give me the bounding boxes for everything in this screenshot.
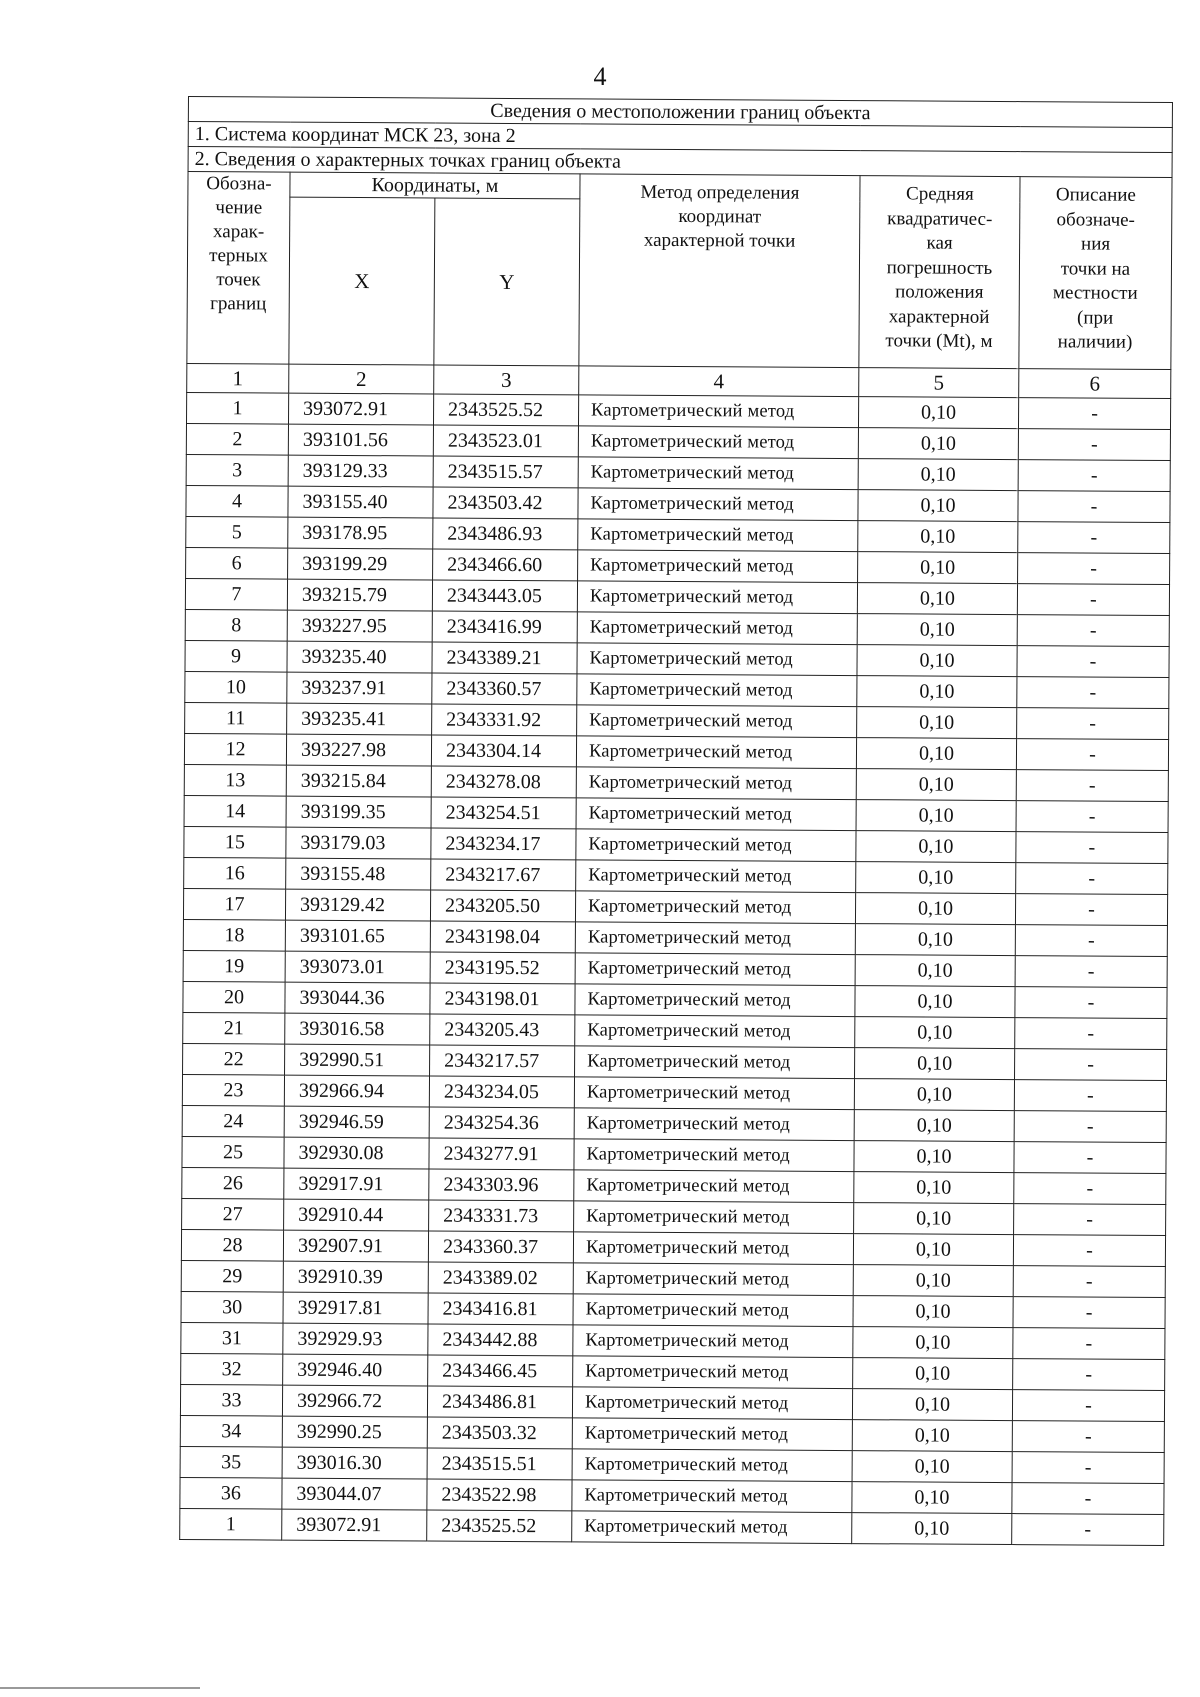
y-coordinate-cell: 2343195.52 — [430, 952, 575, 984]
y-coordinate-cell: 2343234.17 — [431, 828, 576, 860]
description-cell: - — [1016, 770, 1168, 802]
method-cell: Картометрический метод — [574, 1108, 854, 1141]
accuracy-cell: 0,10 — [854, 1079, 1014, 1111]
description-cell: - — [1018, 460, 1170, 492]
accuracy-cell: 0,10 — [857, 614, 1017, 646]
accuracy-cell: 0,10 — [855, 893, 1015, 925]
y-coordinate-cell: 2343389.21 — [432, 642, 577, 674]
description-cell: - — [1013, 1297, 1165, 1329]
column-number: 2 — [289, 364, 434, 394]
description-cell: - — [1015, 1049, 1167, 1081]
x-coordinate-cell: 393129.42 — [285, 889, 430, 921]
accuracy-cell: 0,10 — [856, 738, 1016, 770]
point-id-cell: 19 — [183, 950, 285, 982]
y-coordinate-cell: 2343515.51 — [427, 1448, 572, 1480]
description-cell: - — [1016, 739, 1168, 771]
point-id-cell: 1 — [180, 1508, 282, 1540]
x-coordinate-cell: 393237.91 — [287, 672, 432, 704]
header-method: Метод определения координат характерной точки — [579, 174, 860, 368]
accuracy-cell: 0,10 — [858, 521, 1018, 553]
x-coordinate-cell: 392929.93 — [283, 1323, 428, 1355]
x-coordinate-cell: 393178.95 — [288, 517, 433, 549]
description-cell: - — [1016, 801, 1168, 833]
accuracy-cell: 0,10 — [856, 862, 1016, 894]
description-cell: - — [1016, 832, 1168, 864]
x-coordinate-cell: 393179.03 — [286, 827, 431, 859]
accuracy-cell: 0,10 — [858, 552, 1018, 584]
description-cell: - — [1018, 491, 1170, 523]
accuracy-cell: 0,10 — [854, 1141, 1014, 1173]
method-cell: Картометрический метод — [577, 581, 857, 614]
method-cell: Картометрический метод — [574, 1139, 854, 1172]
x-coordinate-cell: 393215.79 — [287, 579, 432, 611]
x-coordinate-cell: 392910.44 — [284, 1199, 429, 1231]
point-id-cell: 17 — [183, 888, 285, 920]
accuracy-cell: 0,10 — [852, 1420, 1012, 1452]
point-id-cell: 1 — [186, 392, 288, 424]
x-coordinate-cell: 393101.65 — [285, 920, 430, 952]
method-cell: Картометрический метод — [576, 736, 856, 769]
column-number: 4 — [579, 366, 859, 397]
description-cell: - — [1013, 1328, 1165, 1360]
point-id-cell: 16 — [184, 857, 286, 889]
point-id-cell: 33 — [180, 1384, 282, 1416]
header-coordinates: Координаты, м — [290, 172, 580, 199]
accuracy-cell: 0,10 — [856, 831, 1016, 863]
description-cell: - — [1013, 1266, 1165, 1298]
accuracy-cell: 0,10 — [852, 1513, 1012, 1545]
x-coordinate-cell: 392930.08 — [284, 1137, 429, 1169]
point-id-cell: 4 — [186, 485, 288, 517]
method-cell: Картометрический метод — [576, 829, 856, 862]
point-id-cell: 12 — [184, 733, 286, 765]
point-id-cell: 7 — [185, 578, 287, 610]
accuracy-cell: 0,10 — [855, 1048, 1015, 1080]
description-cell: - — [1014, 1204, 1166, 1236]
y-coordinate-cell: 2343522.98 — [427, 1479, 572, 1511]
point-id-cell: 20 — [183, 981, 285, 1013]
point-id-cell: 10 — [185, 671, 287, 703]
method-cell: Картометрический метод — [577, 705, 857, 738]
x-coordinate-cell: 392966.94 — [284, 1075, 429, 1107]
method-cell: Картометрический метод — [574, 1077, 854, 1110]
x-coordinate-cell: 393016.30 — [282, 1447, 427, 1479]
accuracy-cell: 0,10 — [855, 1017, 1015, 1049]
method-cell: Картометрический метод — [577, 674, 857, 707]
x-coordinate-cell: 393215.84 — [286, 765, 431, 797]
method-cell: Картометрический метод — [572, 1387, 852, 1420]
section-title: 2. Сведения о характерных точках границ объекта — [188, 147, 1172, 178]
point-id-cell: 21 — [183, 1012, 285, 1044]
y-coordinate-cell: 2343466.45 — [428, 1355, 573, 1387]
description-cell: - — [1017, 646, 1169, 678]
column-number: 5 — [859, 368, 1019, 398]
description-cell: - — [1013, 1359, 1165, 1391]
y-coordinate-cell: 2343198.04 — [430, 921, 575, 953]
accuracy-cell: 0,10 — [857, 707, 1017, 739]
x-coordinate-cell: 393101.56 — [288, 424, 433, 456]
table-title: Сведения о местоположении границ объекта — [188, 97, 1172, 128]
method-cell: Картометрический метод — [575, 922, 855, 955]
y-coordinate-cell: 2343360.37 — [428, 1231, 573, 1263]
accuracy-cell: 0,10 — [856, 800, 1016, 832]
description-cell: - — [1014, 1173, 1166, 1205]
description-cell: - — [1012, 1452, 1164, 1484]
method-cell: Картометрический метод — [576, 767, 856, 800]
point-id-cell: 14 — [184, 795, 286, 827]
description-cell: - — [1012, 1421, 1164, 1453]
y-coordinate-cell: 2343331.92 — [432, 704, 577, 736]
method-cell: Картометрический метод — [578, 395, 858, 428]
method-cell: Картометрический метод — [577, 612, 857, 645]
accuracy-cell: 0,10 — [853, 1296, 1013, 1328]
method-cell: Картометрический метод — [573, 1356, 853, 1389]
description-cell: - — [1017, 708, 1169, 740]
y-coordinate-cell: 2343486.81 — [427, 1386, 572, 1418]
accuracy-cell: 0,10 — [854, 1110, 1014, 1142]
description-cell: - — [1018, 429, 1170, 461]
point-id-cell: 9 — [185, 640, 287, 672]
y-coordinate-cell: 2343217.57 — [430, 1045, 575, 1077]
accuracy-cell: 0,10 — [852, 1451, 1012, 1483]
description-cell: - — [1018, 398, 1170, 430]
point-id-cell: 13 — [184, 764, 286, 796]
description-cell: - — [1014, 1142, 1166, 1174]
accuracy-cell: 0,10 — [853, 1265, 1013, 1297]
point-id-cell: 24 — [182, 1105, 284, 1137]
y-coordinate-cell: 2343254.51 — [431, 797, 576, 829]
table-row — [180, 1508, 1164, 1545]
point-id-cell: 31 — [181, 1322, 283, 1354]
point-id-cell: 32 — [181, 1353, 283, 1385]
description-cell: - — [1012, 1483, 1164, 1515]
description-cell: - — [1014, 1080, 1166, 1112]
y-coordinate-cell: 2343515.57 — [433, 456, 578, 488]
method-cell: Картометрический метод — [575, 984, 855, 1017]
point-id-cell: 23 — [182, 1074, 284, 1106]
x-coordinate-cell: 393155.40 — [288, 486, 433, 518]
y-coordinate-cell: 2343254.36 — [429, 1107, 574, 1139]
y-coordinate-cell: 2343486.93 — [433, 518, 578, 550]
boundary-points-table — [179, 96, 1173, 1546]
description-cell: - — [1013, 1235, 1165, 1267]
y-coordinate-cell: 2343525.52 — [427, 1510, 572, 1542]
x-coordinate-cell: 393199.35 — [286, 796, 431, 828]
accuracy-cell: 0,10 — [852, 1389, 1012, 1421]
x-coordinate-cell: 392917.91 — [284, 1168, 429, 1200]
y-coordinate-cell: 2343443.05 — [432, 580, 577, 612]
page-number: 4 — [593, 62, 607, 91]
y-coordinate-cell: 2343389.02 — [428, 1262, 573, 1294]
y-coordinate-cell: 2343523.01 — [433, 425, 578, 457]
x-coordinate-cell: 393044.36 — [285, 982, 430, 1014]
method-cell: Картометрический метод — [573, 1325, 853, 1358]
x-coordinate-cell: 392917.81 — [283, 1292, 428, 1324]
y-coordinate-cell: 2343205.50 — [430, 890, 575, 922]
x-coordinate-cell: 393227.95 — [287, 610, 432, 642]
point-id-cell: 18 — [183, 919, 285, 951]
method-cell: Картометрический метод — [578, 519, 858, 552]
description-cell: - — [1017, 584, 1169, 616]
method-cell: Картометрический метод — [576, 798, 856, 831]
description-cell: - — [1015, 1018, 1167, 1050]
description-cell: - — [1015, 894, 1167, 926]
point-id-cell: 27 — [182, 1198, 284, 1230]
x-coordinate-cell: 393072.91 — [282, 1509, 427, 1541]
point-id-cell: 6 — [186, 547, 288, 579]
coordinate-system: 1. Система координат МСК 23, зона 2 — [188, 122, 1172, 153]
accuracy-cell: 0,10 — [857, 676, 1017, 708]
header-point: Обозна- чение харак- терных точек границ — [187, 172, 290, 365]
method-cell: Картометрический метод — [572, 1480, 852, 1513]
description-cell: - — [1015, 956, 1167, 988]
point-id-cell: 3 — [186, 454, 288, 486]
method-cell: Картометрический метод — [578, 426, 858, 459]
accuracy-cell: 0,10 — [855, 986, 1015, 1018]
y-coordinate-cell: 2343416.99 — [432, 611, 577, 643]
point-id-cell: 22 — [183, 1043, 285, 1075]
description-cell: - — [1015, 987, 1167, 1019]
method-cell: Картометрический метод — [578, 488, 858, 521]
accuracy-cell: 0,10 — [855, 955, 1015, 987]
method-cell: Картометрический метод — [574, 1170, 854, 1203]
x-coordinate-cell: 393227.98 — [286, 734, 431, 766]
point-id-cell: 25 — [182, 1136, 284, 1168]
description-cell: - — [1015, 925, 1167, 957]
header-y: Y — [434, 198, 580, 366]
accuracy-cell: 0,10 — [856, 769, 1016, 801]
y-coordinate-cell: 2343205.43 — [430, 1014, 575, 1046]
header-accuracy: Средняя квадратичес- кая погрешность положения характерной точки (Mt), м — [859, 176, 1020, 369]
y-coordinate-cell: 2343303.96 — [429, 1169, 574, 1201]
header-x: X — [289, 197, 435, 365]
accuracy-cell: 0,10 — [854, 1203, 1014, 1235]
point-id-cell: 26 — [182, 1167, 284, 1199]
x-coordinate-cell: 392910.39 — [283, 1261, 428, 1293]
x-coordinate-cell: 393129.33 — [288, 455, 433, 487]
description-cell: - — [1018, 553, 1170, 585]
point-id-cell: 34 — [180, 1415, 282, 1447]
point-id-cell: 11 — [185, 702, 287, 734]
y-coordinate-cell: 2343278.08 — [431, 766, 576, 798]
description-cell: - — [1017, 677, 1169, 709]
x-coordinate-cell: 393016.58 — [285, 1013, 430, 1045]
accuracy-cell: 0,10 — [853, 1358, 1013, 1390]
y-coordinate-cell: 2343503.42 — [433, 487, 578, 519]
method-cell: Картометрический метод — [573, 1232, 853, 1265]
y-coordinate-cell: 2343525.52 — [433, 394, 578, 426]
x-coordinate-cell: 393073.01 — [285, 951, 430, 983]
accuracy-cell: 0,10 — [853, 1327, 1013, 1359]
method-cell: Картометрический метод — [575, 953, 855, 986]
point-id-cell: 30 — [181, 1291, 283, 1323]
method-cell: Картометрический метод — [577, 643, 857, 676]
accuracy-cell: 0,10 — [858, 397, 1018, 429]
column-number: 6 — [1019, 369, 1171, 399]
x-coordinate-cell: 393044.07 — [282, 1478, 427, 1510]
point-id-cell: 15 — [184, 826, 286, 858]
accuracy-cell: 0,10 — [858, 428, 1018, 460]
point-id-cell: 5 — [186, 516, 288, 548]
accuracy-cell: 0,10 — [855, 924, 1015, 956]
header-description: Описание обозначе- ния точки на местности (при наличии) — [1019, 177, 1172, 370]
point-id-cell: 2 — [186, 423, 288, 455]
y-coordinate-cell: 2343331.73 — [429, 1200, 574, 1232]
method-cell: Картометрический метод — [572, 1449, 852, 1482]
point-id-cell: 35 — [180, 1446, 282, 1478]
accuracy-cell: 0,10 — [858, 490, 1018, 522]
x-coordinate-cell: 392990.25 — [282, 1416, 427, 1448]
x-coordinate-cell: 392946.40 — [283, 1354, 428, 1386]
y-coordinate-cell: 2343277.91 — [429, 1138, 574, 1170]
y-coordinate-cell: 2343466.60 — [433, 549, 578, 581]
description-cell: - — [1014, 1111, 1166, 1143]
column-number: 3 — [434, 365, 579, 395]
x-coordinate-cell: 392966.72 — [282, 1385, 427, 1417]
accuracy-cell: 0,10 — [853, 1234, 1013, 1266]
x-coordinate-cell: 393235.41 — [287, 703, 432, 735]
point-id-cell: 29 — [181, 1260, 283, 1292]
x-coordinate-cell: 392990.51 — [285, 1044, 430, 1076]
method-cell: Картометрический метод — [573, 1263, 853, 1296]
y-coordinate-cell: 2343217.67 — [431, 859, 576, 891]
description-cell: - — [1017, 615, 1169, 647]
accuracy-cell: 0,10 — [857, 645, 1017, 677]
method-cell: Картометрический метод — [578, 550, 858, 583]
y-coordinate-cell: 2343198.01 — [430, 983, 575, 1015]
column-number: 1 — [187, 363, 289, 393]
method-cell: Картометрический метод — [575, 1015, 855, 1048]
description-cell: - — [1016, 863, 1168, 895]
x-coordinate-cell: 392907.91 — [283, 1230, 428, 1262]
description-cell: - — [1018, 522, 1170, 554]
y-coordinate-cell: 2343360.57 — [432, 673, 577, 705]
scan-edge-line — [0, 1687, 200, 1689]
point-id-cell: 28 — [181, 1229, 283, 1261]
point-id-cell: 36 — [180, 1477, 282, 1509]
x-coordinate-cell: 393235.40 — [287, 641, 432, 673]
y-coordinate-cell: 2343442.88 — [428, 1324, 573, 1356]
method-cell: Картометрический метод — [576, 860, 856, 893]
y-coordinate-cell: 2343416.81 — [428, 1293, 573, 1325]
y-coordinate-cell: 2343503.32 — [427, 1417, 572, 1449]
method-cell: Картометрический метод — [574, 1201, 854, 1234]
y-coordinate-cell: 2343304.14 — [431, 735, 576, 767]
method-cell: Картометрический метод — [573, 1294, 853, 1327]
y-coordinate-cell: 2343234.05 — [429, 1076, 574, 1108]
point-id-cell: 8 — [185, 609, 287, 641]
accuracy-cell: 0,10 — [857, 583, 1017, 615]
method-cell: Картометрический метод — [572, 1511, 852, 1544]
x-coordinate-cell: 393072.91 — [288, 393, 433, 425]
x-coordinate-cell: 393155.48 — [286, 858, 431, 890]
accuracy-cell: 0,10 — [858, 459, 1018, 491]
x-coordinate-cell: 392946.59 — [284, 1106, 429, 1138]
description-cell: - — [1012, 1390, 1164, 1422]
description-cell: - — [1012, 1514, 1164, 1546]
method-cell: Картометрический метод — [575, 1046, 855, 1079]
accuracy-cell: 0,10 — [854, 1172, 1014, 1204]
method-cell: Картометрический метод — [578, 457, 858, 490]
x-coordinate-cell: 393199.29 — [288, 548, 433, 580]
method-cell: Картометрический метод — [572, 1418, 852, 1451]
accuracy-cell: 0,10 — [852, 1482, 1012, 1514]
method-cell: Картометрический метод — [575, 891, 855, 924]
